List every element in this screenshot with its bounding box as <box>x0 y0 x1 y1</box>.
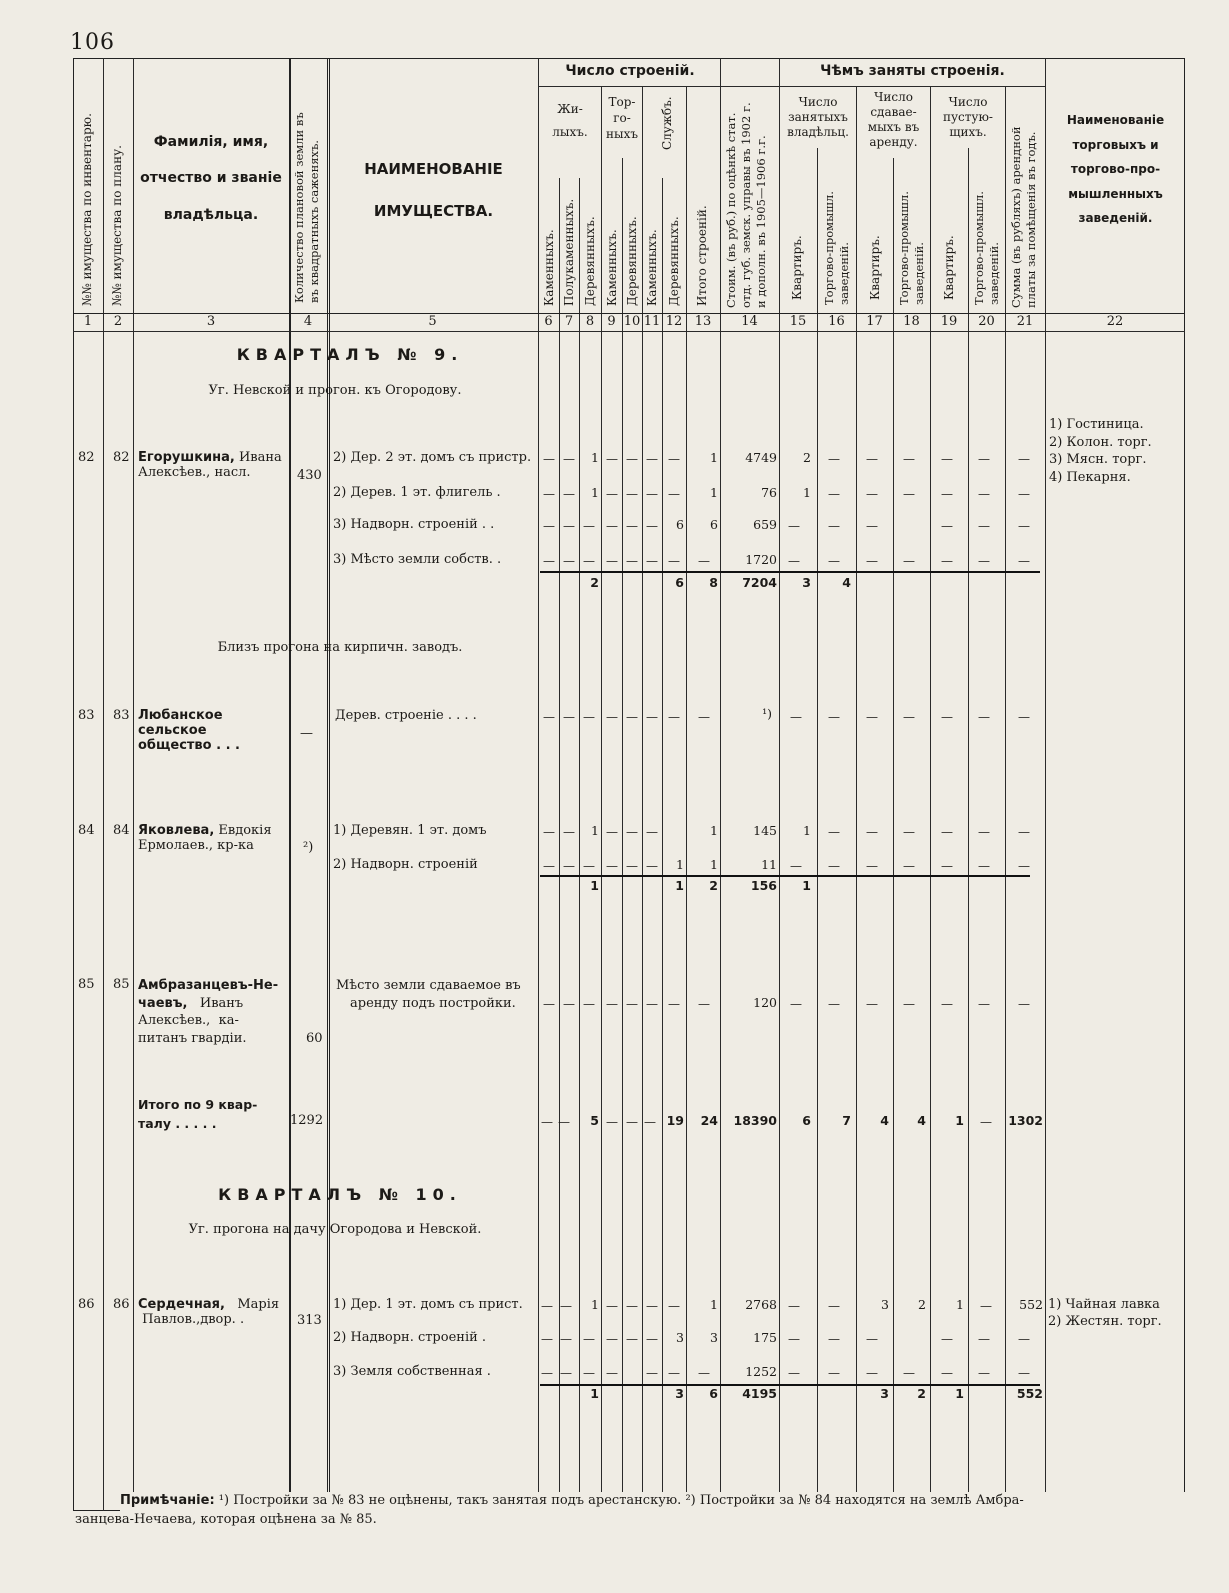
subtotal-rule <box>540 875 1030 877</box>
inventory-number: 86 <box>78 1297 95 1312</box>
header-text: мыхъ въ <box>867 120 920 134</box>
total-cell: 1302 <box>1008 1113 1043 1128</box>
col-number: 18 <box>903 314 920 329</box>
property-item: 2) Надворн. строеній . <box>333 1330 487 1345</box>
shop-item: 4) Пекарня. <box>1049 469 1131 485</box>
header-torg <box>602 94 642 143</box>
header-c20 <box>972 191 1002 305</box>
cell: 1 <box>710 485 718 500</box>
header-text: отд. губ. земск. управы въ 1902 г. <box>738 102 753 308</box>
quarter-subtitle: Уг. Невской и прогон. къ Огородову. <box>208 383 462 398</box>
estimate: 659 <box>753 517 777 532</box>
cell: 2 <box>803 450 811 465</box>
header-c4 <box>292 112 322 303</box>
header-text: заведеній. <box>836 242 851 305</box>
header-group-occupied: Чѣмъ заняты строенія. <box>820 63 1005 79</box>
col-line <box>642 86 643 1511</box>
col-number: 12 <box>665 314 683 329</box>
header-c21 <box>1009 127 1039 308</box>
subtotal-rule <box>540 1384 1040 1386</box>
col-line <box>817 148 818 1511</box>
total-cell: 4 <box>880 1113 889 1128</box>
owner-name <box>138 823 290 853</box>
header-text: заведеній. <box>986 242 1001 305</box>
estimate: 2768 <box>745 1297 777 1312</box>
col-line <box>622 158 623 1511</box>
header-text: и дополн. въ 1905—1906 г.г. <box>753 135 768 308</box>
estimate: 11 <box>761 857 777 872</box>
cell: 3 <box>710 1330 718 1345</box>
subtotal-cell: 1 <box>590 1386 599 1401</box>
header-c6: Каменныхъ. <box>542 229 556 306</box>
owner-rest: Ермолаев., кр-ка <box>138 838 254 853</box>
subtotal-cell: 8 <box>709 575 718 590</box>
header-text: въ квадратныхъ саженяхъ. <box>306 140 321 303</box>
owner-rest: питанъ гвардіи. <box>138 1030 247 1046</box>
property-item-line: аренду подъ постройки. <box>350 995 516 1011</box>
header-c10: Деревянныхъ. <box>625 216 639 306</box>
subtotal-cell: 1 <box>590 878 599 893</box>
quarter-title: КВАРТАЛЪ № 10. <box>218 1185 462 1204</box>
col-number: 15 <box>789 314 807 329</box>
footnote-label: Примѣчаніе: <box>120 1493 215 1508</box>
header-c9: Каменныхъ. <box>605 229 619 306</box>
col-line <box>720 58 721 1511</box>
subtotal-cell: 1 <box>675 878 684 893</box>
estimate: 1720 <box>745 552 777 567</box>
estimate: 4749 <box>745 450 777 465</box>
header-text: ныхъ <box>606 127 638 142</box>
total-cell: 7 <box>842 1113 851 1128</box>
col-line <box>1045 58 1046 1511</box>
subtotal-rule <box>540 571 1040 573</box>
inventory-number: 83 <box>78 708 95 723</box>
header-text: пустую- <box>943 110 993 124</box>
header-text: Жи- <box>557 102 583 116</box>
cell: 1 <box>710 823 718 838</box>
shop-item: 1) Чайная лавка <box>1048 1297 1160 1312</box>
cell: 1 <box>803 823 811 838</box>
header-text: отчество и званіе <box>140 170 282 187</box>
header-text: Количество плановой земли въ <box>292 112 306 303</box>
header-c11: Каменныхъ. <box>645 229 659 306</box>
quarter-subtitle: Уг. прогона на дачу Огородова и Невской. <box>188 1222 482 1237</box>
header-text: Число <box>874 90 913 104</box>
col-line <box>133 58 134 1511</box>
total-label-line: Итого по 9 квар- <box>138 1097 258 1112</box>
property-item: 2) Дерев. 1 эт. флигель . <box>333 485 501 500</box>
property-item: 3) Мѣсто земли собств. . <box>333 552 502 567</box>
property-item: 1) Дер. 1 эт. домъ съ прист. <box>333 1297 523 1312</box>
subtotal-cell: 2 <box>917 1386 926 1401</box>
header-c18 <box>897 191 927 305</box>
land-area: ²) <box>303 840 314 855</box>
header-text: щихъ. <box>949 125 987 139</box>
header-zhil <box>540 98 600 144</box>
total-cell: 4 <box>917 1113 926 1128</box>
col-number: 3 <box>206 314 216 329</box>
col-number: 7 <box>564 314 574 329</box>
header-text: торговыхъ и <box>1072 137 1159 152</box>
header-text: сдавае- <box>870 105 917 119</box>
cell: 1 <box>591 485 599 500</box>
shop-item: 2) Колон. торг. <box>1049 434 1152 450</box>
col-line <box>779 58 780 1511</box>
total-cell: 24 <box>700 1113 718 1128</box>
footnote-text: занцева-Нечаева, которая оцѣнена за № 85. <box>75 1511 377 1527</box>
land-area: — <box>300 726 313 741</box>
plan-number: 86 <box>113 1297 130 1312</box>
cell: 1 <box>591 823 599 838</box>
cell: 1 <box>591 450 599 465</box>
owner-rest: Алексѣев., насл. <box>138 465 251 480</box>
header-c19: Квартиръ. <box>942 235 956 300</box>
land-area: 1292 <box>290 1113 324 1128</box>
property-item: 2) Дер. 2 эт. домъ съ пристр. <box>333 450 532 465</box>
header-text: Торгово-промышл. <box>972 191 986 305</box>
subtotal-cell: 3 <box>880 1386 889 1401</box>
total-label-line: талу . . . . . <box>138 1115 217 1131</box>
property-item: 1) Деревян. 1 эт. домъ <box>333 823 487 838</box>
subtotal-cell: 4195 <box>742 1386 777 1401</box>
header-c14 <box>724 102 769 308</box>
cell: 1 <box>676 857 684 872</box>
header-c22 <box>1047 108 1184 231</box>
col-number: 6 <box>544 314 553 329</box>
header-c12: Деревянныхъ. <box>667 216 681 306</box>
owner-rest: общество . . . <box>138 738 240 753</box>
property-item: 3) Надворн. строеній . . <box>333 517 495 532</box>
header-own <box>780 95 856 140</box>
header-text: лыхъ. <box>552 124 588 139</box>
col-number: 9 <box>607 314 616 329</box>
header-text: Сумма (въ рубляхъ) арендной <box>1009 126 1023 308</box>
header-c13: Итого строеній. <box>695 205 709 306</box>
header-text: Наименованіе <box>1066 113 1165 127</box>
property-item: Дерев. строеніе . . . . <box>335 708 477 723</box>
cell: 1 <box>591 1297 599 1312</box>
total-cell: 6 <box>802 1113 811 1128</box>
col-line <box>662 178 663 1511</box>
cell: 552 <box>1019 1297 1043 1312</box>
col-line <box>103 58 104 1511</box>
header-c3 <box>135 124 287 233</box>
owner-name <box>138 708 290 753</box>
header-text: НАИМЕНОВАНІЕ <box>364 160 503 178</box>
owner-rest: Павлов.,двор. . <box>142 1312 245 1327</box>
owner-name <box>138 450 288 480</box>
cell: 1 <box>803 485 811 500</box>
col-number: 19 <box>940 314 958 329</box>
shops-list <box>1049 416 1152 486</box>
header-text: заведеній. <box>911 242 926 305</box>
col-number: 14 <box>741 314 758 329</box>
cell: 2 <box>918 1297 926 1312</box>
shop-item: 2) Жестян. торг. <box>1048 1313 1162 1329</box>
estimate: 175 <box>753 1330 777 1345</box>
header-text: аренду. <box>869 135 918 149</box>
col-number: 8 <box>585 314 595 329</box>
total-cell: 19 <box>666 1113 684 1128</box>
subtotal-cell: 1 <box>802 878 811 893</box>
quarter-subtitle: Близъ прогона на кирпичн. заводъ. <box>217 640 463 655</box>
col-number: 4 <box>303 314 313 329</box>
header-text: Тор- <box>608 95 636 109</box>
header-c8: Деревянныхъ. <box>583 216 597 306</box>
owner-given: Марія <box>237 1297 280 1312</box>
property-item <box>336 977 521 1012</box>
col-number: 17 <box>866 314 883 329</box>
shop-item: 1) Гостиница. <box>1049 417 1144 432</box>
estimate: 76 <box>761 485 777 500</box>
cell: 1 <box>710 450 718 465</box>
header-c2: №№ имущества по плану. <box>110 145 124 306</box>
subtotal-cell: 7204 <box>742 575 777 590</box>
header-text: Число <box>948 95 988 109</box>
header-rule <box>538 86 1046 87</box>
quarter-title: КВАРТАЛЪ № 9. <box>236 345 464 364</box>
plan-number: 83 <box>113 708 130 723</box>
col-number: 1 <box>83 314 93 329</box>
owner-given: Евдокія <box>218 823 272 838</box>
col-line <box>327 58 330 1511</box>
cell: 1 <box>710 1297 718 1312</box>
owner-rest: Алексѣев., <box>138 1013 211 1029</box>
subtotal-cell: 156 <box>750 878 777 893</box>
owner-surname: чаевъ, <box>138 995 188 1011</box>
subtotal-cell: 2 <box>709 878 718 893</box>
header-c1: №№ имущества по инвентарю. <box>80 113 94 306</box>
header-text: торгово-про- <box>1070 162 1161 177</box>
header-rule <box>73 331 1185 332</box>
header-text: Стоим. (въ руб.) по оцѣнкѣ стат. <box>724 112 738 308</box>
header-text: мышленныхъ <box>1068 186 1163 201</box>
header-c17: Квартиръ. <box>868 235 882 300</box>
cell: 6 <box>710 517 718 532</box>
header-c16 <box>822 191 852 305</box>
header-text: го- <box>613 111 631 126</box>
header-text: владѣльца. <box>163 206 259 223</box>
subtotal-cell: 1 <box>955 1386 964 1401</box>
col-line <box>538 58 539 1511</box>
estimate: 1252 <box>745 1364 777 1379</box>
col-number: 13 <box>694 314 712 329</box>
plan-number: 82 <box>113 450 130 465</box>
owner-given: Ивана <box>238 450 282 465</box>
inventory-number: 84 <box>78 823 95 838</box>
col-number: 10 <box>623 314 641 329</box>
subtotal-cell: 3 <box>675 1386 684 1401</box>
owner-surname: Яковлева, <box>138 823 215 838</box>
col-line <box>601 86 602 1511</box>
total-cell: 5 <box>590 1113 599 1128</box>
total-cell: 1 <box>955 1113 964 1128</box>
owner-surname: Егорушкина, <box>138 450 235 465</box>
cell: 6 <box>676 517 684 532</box>
property-item-line: Мѣсто земли сдаваемое въ <box>336 978 521 993</box>
land-area: 430 <box>297 468 322 483</box>
subtotal-cell: 552 <box>1016 1386 1043 1401</box>
cell: 3 <box>676 1330 684 1345</box>
header-text: ИМУЩЕСТВА. <box>373 202 494 220</box>
col-number: 16 <box>828 314 845 329</box>
shop-item: 3) Мясн. торг. <box>1049 452 1147 468</box>
cell: 3 <box>881 1297 889 1312</box>
property-item: 3) Земля собственная . <box>333 1364 491 1379</box>
header-c15: Квартиръ. <box>790 235 804 300</box>
col-line <box>289 58 291 1511</box>
land-area: 313 <box>297 1313 322 1328</box>
subtotal-cell: 6 <box>709 1386 718 1401</box>
header-c5 <box>331 148 536 232</box>
owner-surname: Амбразанцевъ-Не- <box>138 978 279 993</box>
owner-name <box>138 977 290 1047</box>
header-text: заведеній. <box>1078 211 1153 226</box>
property-item: 2) Надворн. строеній <box>333 857 478 872</box>
plan-number: 84 <box>113 823 130 838</box>
total-cell: 18390 <box>733 1113 777 1128</box>
estimate: 120 <box>753 995 777 1010</box>
inventory-number: 82 <box>78 450 95 465</box>
plan-number: 85 <box>113 977 130 992</box>
header-text: Торгово-промышл. <box>822 191 836 305</box>
header-empty <box>931 95 1005 140</box>
header-rent <box>857 90 930 150</box>
header-group-buildings: Число строеній. <box>565 63 695 79</box>
estimate: ¹) <box>762 706 772 721</box>
col-line <box>968 148 969 1511</box>
owner-rest: ка- <box>218 1013 239 1029</box>
cell: 1 <box>710 857 718 872</box>
col-number: 22 <box>1106 314 1124 329</box>
owner-surname: Любанское сельское <box>138 708 223 738</box>
col-number: 11 <box>643 314 661 329</box>
land-area: 60 <box>306 1031 323 1046</box>
header-c7: Полукаменныхъ. <box>562 198 576 306</box>
subtotal-cell: 6 <box>675 575 684 590</box>
total-label <box>138 1096 257 1134</box>
subtotal-cell: 2 <box>590 575 599 590</box>
subtotal-cell: 3 <box>802 575 811 590</box>
col-number: 5 <box>428 314 437 329</box>
header-text: занятыхъ <box>788 110 848 124</box>
page-number: 106 <box>70 30 115 55</box>
footnote-text: ¹) Постройки за № 83 не оцѣнены, такъ занятая подъ арестанскую. ²) Постройки за № 84 находятся на землѣ Амбра- <box>218 1493 1024 1508</box>
inventory-number: 85 <box>78 977 95 992</box>
shops-list <box>1048 1297 1162 1331</box>
header-text: платы за помѣщенія въ годъ. <box>1023 131 1038 308</box>
col-number: 21 <box>1016 314 1034 329</box>
owner-given: Иванъ <box>199 995 244 1011</box>
owner-name <box>138 1297 290 1327</box>
header-sluzh: Службъ. <box>660 96 674 150</box>
col-number: 20 <box>978 314 995 329</box>
estimate: 145 <box>753 823 777 838</box>
header-text: Число <box>798 95 838 109</box>
header-text: Фамилія, имя, <box>153 134 269 150</box>
footnote <box>75 1492 1185 1530</box>
cell: 1 <box>956 1297 964 1312</box>
header-text: владѣльц. <box>787 125 849 139</box>
owner-surname: Сердечная, <box>138 1297 225 1312</box>
header-text: Торгово-промышл. <box>897 191 911 305</box>
col-number: 2 <box>113 314 123 329</box>
subtotal-cell: 4 <box>842 575 851 590</box>
